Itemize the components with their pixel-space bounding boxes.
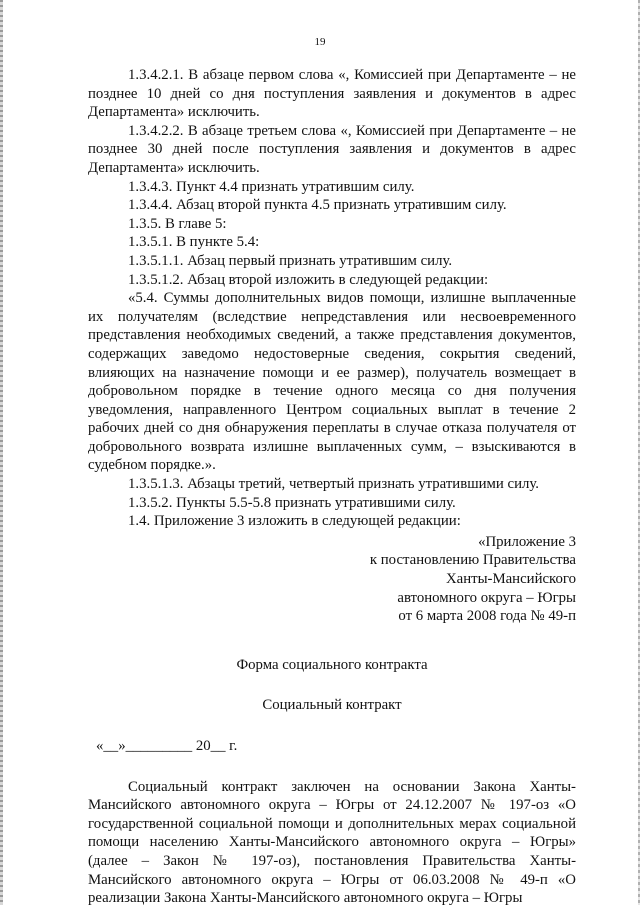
document-body [88, 66, 576, 908]
annex-line-2: к постановлению Правительства [369, 552, 576, 569]
paragraph-1-3-5-1-1: 1.3.5.1.1. Абзац первый признать утратившим силу. [128, 252, 453, 269]
annex-header [88, 533, 576, 626]
paragraph-1-3-5-2: 1.3.5.2. Пункты 5.5-5.8 признать утратившими силу. [128, 494, 456, 511]
scan-edge-left [0, 0, 3, 905]
paragraph-1-3-5-1-3: 1.3.5.1.3. Абзацы третий, четвертый признать утратившими силу. [128, 476, 539, 493]
annex-line-5: от 6 марта 2008 года № 49-п [398, 608, 576, 625]
paragraph-quoted-5-4: «5.4. Суммы дополнительных видов помощи, излишне выплаченные их получателям (вследствие непредставления или несвоевременного представления необходимых сведений, а также представления документов, содержащих заведомо недостоверные сведения, сокрытия сведений, влияющих на назначение помощи и ее размер), получатель возмещает в добровольном порядке в течение одного месяца со дня получения уведомления, направленного Центром социальных выплат в течение 2 рабочих дней со дня обнаружения переплаты в случае отказа получателя от добровольного возврата излишне выплаченных сумм, – взыскиваются в судебном порядке.». [88, 290, 576, 474]
paragraph-1-3-5: 1.3.5. В главе 5: [128, 215, 227, 232]
paragraph-1-3-4-2-2: 1.3.4.2.2. В абзаце третьем слова «, Комиссией при Департаменте – не позднее 30 дней после поступления заявления и документов в адрес Департамента» исключить. [88, 122, 576, 176]
date-line: «__»_________ 20__ г. [96, 738, 238, 754]
form-title: Форма социального контракта [236, 656, 428, 673]
annex-line-1: «Приложение 3 [478, 533, 576, 550]
paragraph-1-4: 1.4. Приложение 3 изложить в следующей редакции: [128, 513, 461, 530]
contract-text: Социальный контракт заключен на основании Закона Ханты-Мансийского автономного округа – Югры от 24.12.2007 № 197-оз «О государственной социальной помощи и дополнительных мерах социальной помощи населению Ханты-Мансийского автономного округа – Югры» (далее – Закон № 197-оз), постановления Правительства Ханты-Мансийского автономного округа – Югры от 06.03.2008 № 49-п «О реализации Закона Ханты-Мансийского автономного округа – Югры [88, 778, 576, 907]
contract-title: Социальный контракт [262, 697, 402, 714]
page-number: 19 [314, 36, 326, 48]
annex-line-4: автономного округа – Югры [397, 589, 576, 606]
paragraph-1-3-4-2-1: 1.3.4.2.1. В абзаце первом слова «, Комиссией при Департаменте – не позднее 10 дней со дня поступления заявления и документов в адрес Департамента» исключить. [88, 67, 576, 121]
paragraph-1-3-5-1-2: 1.3.5.1.2. Абзац второй изложить в следующей редакции: [128, 271, 489, 288]
paragraph-1-3-4-3: 1.3.4.3. Пункт 4.4 признать утратившим силу. [128, 178, 415, 195]
annex-line-3: Ханты-Мансийского [445, 571, 576, 588]
paragraph-1-3-5-1: 1.3.5.1. В пункте 5.4: [128, 234, 260, 251]
paragraph-1-3-4-4: 1.3.4.4. Абзац второй пункта 4.5 признать утратившим силу. [128, 197, 507, 214]
